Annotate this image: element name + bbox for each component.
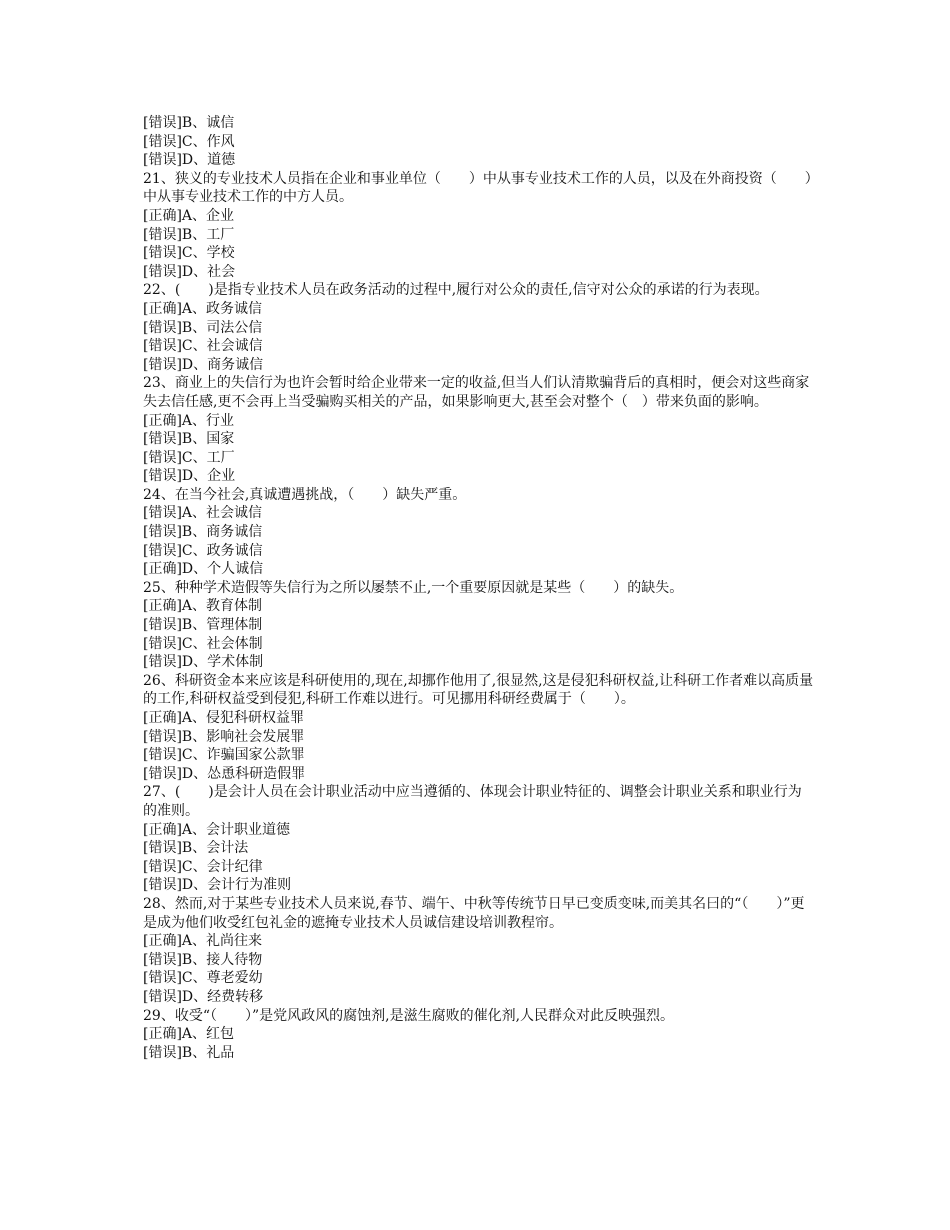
question-text: 25、种种学术造假等失信行为之所以屡禁不止,一个重要原因就是某些（ ）的缺失。	[143, 579, 684, 596]
option-line: [错误]B、司法公信	[143, 319, 263, 336]
question-block	[143, 1007, 815, 1063]
question-block	[143, 783, 815, 895]
option-line: [错误]B、工厂	[143, 226, 235, 243]
option-line: [错误]A、社会诚信	[143, 505, 263, 522]
option-line: [错误]C、工厂	[143, 449, 235, 466]
option-line: [错误]C、社会诚信	[143, 338, 263, 355]
option-line: [错误]C、社会体制	[143, 635, 263, 652]
question-text: 27、( )是会计人员在会计职业活动中应当遵循的、体现会计职业特征的、调整会计职业关系和职业行为的准则。	[143, 784, 802, 819]
option-line: [错误]B、影响社会发展罪	[143, 728, 305, 745]
option-line: [错误]D、企业	[143, 468, 236, 485]
option-line: [错误]D、怂恿科研造假罪	[143, 765, 306, 782]
question-block	[143, 486, 815, 579]
option-line: [正确]A、会计职业道德	[143, 821, 291, 838]
question-block	[143, 672, 815, 784]
lead-options	[143, 114, 815, 170]
option-line: [错误]D、商务诚信	[143, 356, 264, 373]
question-block	[143, 374, 815, 486]
option-line: [错误]D、经费转移	[143, 988, 264, 1005]
option-line: [错误]B、诚信	[143, 115, 235, 131]
option-line: [错误]B、管理体制	[143, 617, 263, 634]
question-text: 21、狭义的专业技术人员指在企业和事业单位（ ）中从事专业技术工作的人员，以及在外商投资（ ）中从事专业技术工作的中方人员。	[143, 170, 812, 206]
question-block	[143, 170, 815, 282]
option-line: [错误]C、作风	[143, 133, 235, 150]
option-line: [错误]C、尊老爱幼	[143, 970, 263, 987]
option-line: [错误]C、会计纪律	[143, 858, 263, 875]
question-block	[143, 579, 815, 672]
option-line: [错误]B、礼品	[143, 1044, 235, 1061]
question-text: 23、商业上的失信行为也许会暂时给企业带来一定的收益,但当人们认清欺骗背后的真相时，便会对这些商家失去信任感,更不会再上当受骗购买相关的产品，如果影响更大,甚至会对整个（ ）带来负面的影响。	[143, 375, 810, 410]
option-line: [正确]A、教育体制	[143, 598, 263, 615]
option-line: [正确]A、行业	[143, 412, 235, 429]
question-text: 22、( )是指专业技术人员在政务活动的过程中,履行对公众的责任,信守对公众的承诺的行为表现。	[143, 282, 769, 299]
option-line: [正确]A、红包	[143, 1026, 235, 1043]
option-line: [正确]A、企业	[143, 207, 235, 224]
option-line: [正确]D、个人诚信	[143, 561, 264, 578]
question-block	[143, 281, 815, 374]
option-line: [正确]A、礼尚往来	[143, 933, 263, 950]
option-line: [正确]A、侵犯科研权益罪	[143, 710, 305, 726]
option-line: [错误]C、诈骗国家公款罪	[143, 747, 305, 764]
question-text: 26、科研资金本来应该是科研使用的,现在,却挪作他用了,很显然,这是侵犯科研权益,让科研工作者难以高质量的工作,科研权益受到侵犯,科研工作难以进行。可见挪用科研经费属于（ ）。	[143, 672, 814, 708]
option-line: [错误]D、道德	[143, 152, 236, 169]
option-line: [错误]B、国家	[143, 431, 235, 448]
option-line: [正确]A、政务诚信	[143, 300, 263, 317]
option-line: [错误]D、学术体制	[143, 654, 264, 671]
option-line: [错误]B、接人待物	[143, 951, 263, 968]
question-text: 29、收受“（ ）”是党风政风的腐蚀剂,是滋生腐败的催化剂,人民群众对此反映强烈。	[143, 1007, 675, 1024]
option-line: [错误]D、会计行为准则	[143, 877, 292, 894]
question-block	[143, 895, 815, 1007]
option-line: [错误]C、政务诚信	[143, 542, 263, 559]
option-line: [错误]B、会计法	[143, 840, 249, 857]
option-line: [错误]B、商务诚信	[143, 524, 263, 541]
document-page	[143, 114, 815, 1062]
option-line: [错误]D、社会	[143, 263, 236, 280]
option-line: [错误]C、学校	[143, 245, 235, 262]
question-text: 28、然而,对于某些专业技术人员来说,春节、端午、中秋等传统节日早已变质变味,而美其名曰的“（ ）”更是成为他们收受红包礼金的遮掩专业技术人员诚信建设培训教程帘。	[143, 895, 805, 931]
question-text: 24、在当今社会,真诚遭遇挑战，（ ）缺失严重。	[143, 486, 467, 503]
